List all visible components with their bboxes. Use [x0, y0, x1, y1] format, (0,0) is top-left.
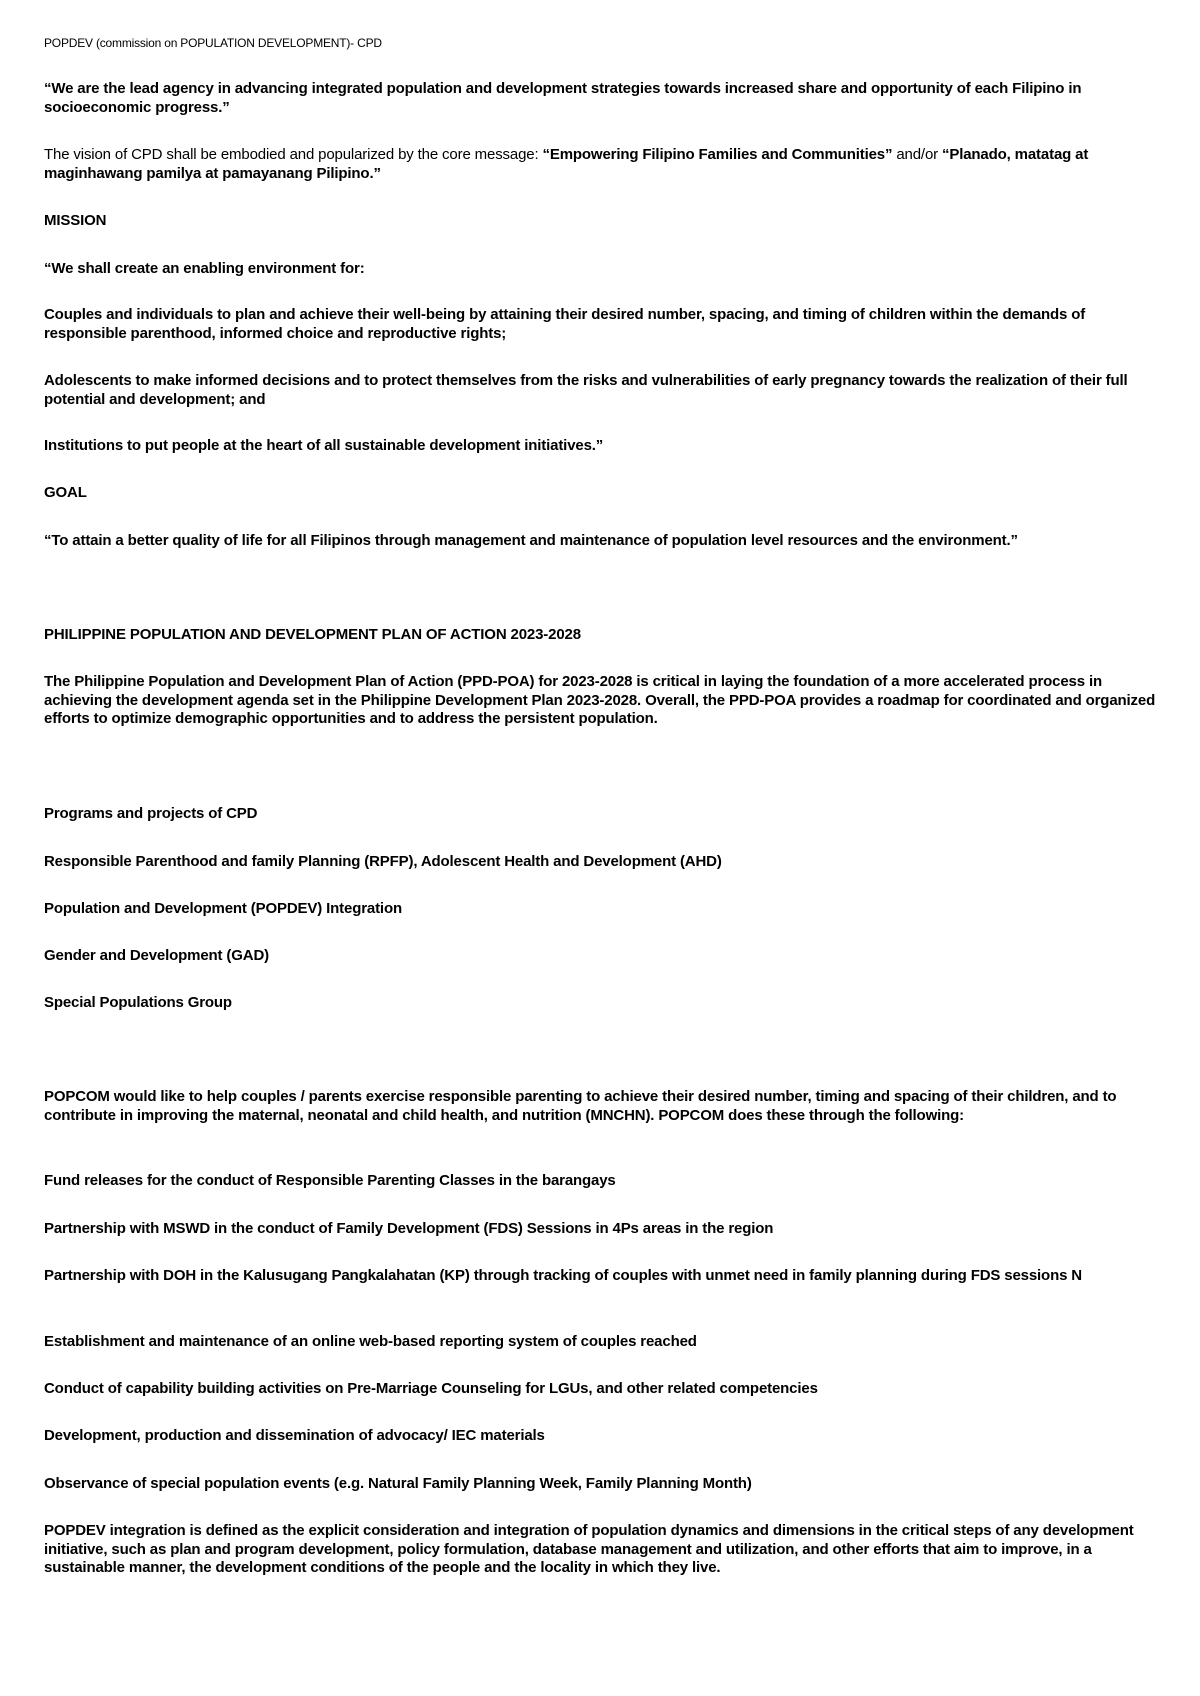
- goal-heading: GOAL: [44, 484, 87, 501]
- rpfp-item-doh-partnership: Partnership with DOH in the Kalusugang Pangkalahatan (KP) through tracking of couples with unmet need in family planning during FDS sessions N: [44, 1267, 1082, 1284]
- rpfp-item-iec-materials: Development, production and dissemination of advocacy/ IEC materials: [44, 1427, 545, 1444]
- rpfp-item-special-events: Observance of special population events (e.g. Natural Family Planning Week, Family Planning Month): [44, 1475, 752, 1492]
- core-message-connector: and/or: [892, 146, 942, 163]
- core-message-intro: The vision of CPD shall be embodied and popularized by the core message:: [44, 146, 543, 163]
- rpfp-item-capability-building: Conduct of capability building activities on Pre-Marriage Counseling for LGUs, and other related competencies: [44, 1380, 818, 1397]
- core-message-filipino: “Planado, matatag at maginhawang pamilya at pamayanang Pilipino.”: [44, 146, 1089, 182]
- mission-intro: “We shall create an enabling environment for:: [44, 260, 365, 277]
- vision-statement: “We are the lead agency in advancing integrated population and development strategies towards increased share and opportunity of each Filipino in socioeconomic progress.”: [44, 80, 1082, 116]
- rpfp-item-mswd-partnership: Partnership with MSWD in the conduct of Family Development (FDS) Sessions in 4Ps areas in the region: [44, 1220, 774, 1237]
- document-header: POPDEV (commission on POPULATION DEVELOPMENT)- CPD: [44, 36, 382, 50]
- plan-text: The Philippine Population and Development Plan of Action (PPD-POA) for 2023-2028 is critical in laying the foundation of a more accelerated process in achieving the development agenda set in the Philippine Development Plan 2023-2028. Overall, the PPD-POA provides a roadmap for coordinated and organized efforts to optimize demographic opportunities and to address the persistent population.: [44, 673, 1156, 727]
- program-item-rpfp-ahd: Responsible Parenthood and family Planning (RPFP), Adolescent Health and Development (AHD): [44, 853, 722, 870]
- rpfp-intro: POPCOM would like to help couples / parents exercise responsible parenting to achieve their desired number, timing and spacing of their children, and to contribute in improving the maternal, neonatal and child health, and nutrition (MNCHN). POPCOM does these through the following:: [44, 1088, 1117, 1124]
- program-item-special-populations: Special Populations Group: [44, 994, 232, 1011]
- mission-item-couples: Couples and individuals to plan and achieve their well-being by attaining their desired number, spacing, and timing of children within the demands of responsible parenthood, informed choice and reproductive rights;: [44, 306, 1086, 342]
- rpfp-item-fund-releases: Fund releases for the conduct of Responsible Parenting Classes in the barangays: [44, 1172, 616, 1189]
- program-item-gad: Gender and Development (GAD): [44, 947, 269, 964]
- core-message: [44, 146, 1164, 183]
- goal-text: “To attain a better quality of life for all Filipinos through management and maintenance of population level resources and the environment.”: [44, 532, 1018, 549]
- mission-item-adolescents: Adolescents to make informed decisions and to protect themselves from the risks and vulnerabilities of early pregnancy towards the realization of their full potential and development; and: [44, 372, 1128, 408]
- rpfp-item-reporting-system: Establishment and maintenance of an online web-based reporting system of couples reached: [44, 1333, 697, 1350]
- plan-heading: PHILIPPINE POPULATION AND DEVELOPMENT PLAN OF ACTION 2023-2028: [44, 626, 581, 643]
- mission-heading: MISSION: [44, 212, 107, 229]
- program-item-popdev: Population and Development (POPDEV) Integration: [44, 900, 402, 917]
- mission-item-institutions: Institutions to put people at the heart of all sustainable development initiatives.”: [44, 437, 604, 454]
- programs-heading: Programs and projects of CPD: [44, 805, 258, 822]
- popdev-definition: POPDEV integration is defined as the explicit consideration and integration of population dynamics and dimensions in the critical steps of any development initiative, such as plan and program development, policy formulation, database management and utilization, and other efforts that aim to improve, in a sustainable manner, the development conditions of the people and the locality in which they live.: [44, 1522, 1134, 1576]
- core-message-english: “Empowering Filipino Families and Communities”: [542, 146, 893, 163]
